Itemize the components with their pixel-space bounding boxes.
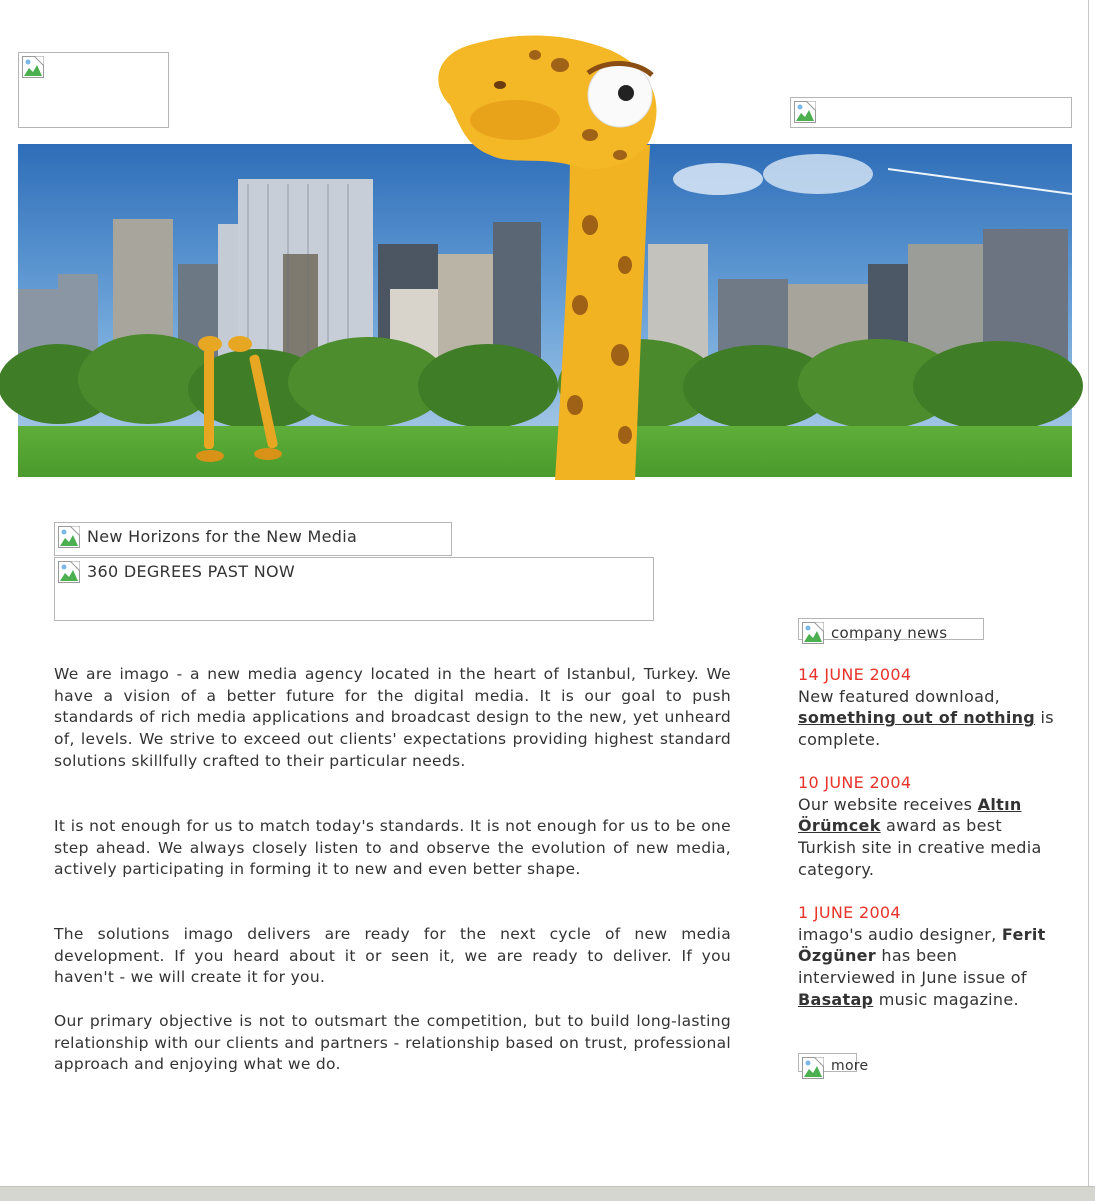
giraffe-mascot-image — [420, 25, 700, 480]
news-date: 14 JUNE 2004 — [798, 665, 912, 684]
news-link-magazine[interactable]: Basatap — [798, 989, 874, 1009]
news-date: 1 JUNE 2004 — [798, 903, 901, 922]
subtitle-image — [54, 557, 654, 621]
news-item — [798, 772, 1058, 881]
company-news-header-image — [798, 618, 984, 640]
top-right-image[interactable] — [790, 97, 1072, 128]
tagline-alt-text: New Horizons for the New Media — [87, 527, 358, 546]
news-item — [798, 902, 1058, 1011]
broken-image-icon — [794, 101, 816, 123]
news-link-award[interactable]: Altın Örümcek — [798, 794, 1022, 836]
intro-paragraph-2: It is not enough for us to match today's standards. It is not enough for us to be one step ahead. We always closely listen to and observe the evolution of new media, actively participating in forming it to new and even better shape. — [54, 817, 731, 879]
news-link-download[interactable]: something out of nothing — [798, 708, 1036, 728]
status-bar — [0, 1186, 1095, 1201]
intro-paragraph-1: We are imago - a new media agency located in the heart of Istanbul, Turkey. We have a vision of a better future for the digital media. It is our goal to push standards of rich media applications and broadcast design to the new, yet unheard of, levels. We strive to exceed out clients' expectations providing highest standard solutions skillfully crafted to their particular needs. — [54, 665, 731, 770]
broken-image-icon — [58, 526, 80, 548]
intro-paragraph-3: The solutions imago delivers are ready for the next cycle of new media development. If you heard about it or seen it, we are ready to deliver. If you haven't - we will create it for you. — [54, 925, 731, 987]
logo-image[interactable] — [18, 52, 169, 128]
news-text: Our website receives Altın Örümcek award as best Turkish site in creative media category. — [798, 794, 1042, 879]
news-text: New featured download, something out of nothing is complete. — [798, 686, 1054, 750]
company-news-alt-text: company news — [831, 624, 948, 642]
more-alt-text: more — [831, 1058, 869, 1074]
more-news-image[interactable] — [798, 1053, 869, 1074]
broken-image-icon — [802, 622, 824, 644]
news-text: imago's audio designer, Ferit Özgüner has been interviewed in June issue of Basatap music magazine. — [798, 924, 1046, 1009]
news-date: 10 JUNE 2004 — [798, 773, 912, 792]
tagline-image — [54, 522, 452, 556]
intro-paragraph-4: Our primary objective is not to outsmart the competition, but to build long-lasting relationship with our clients and partners - relationship based on trust, professional approach and enjoying what we do. — [54, 1012, 731, 1074]
news-item — [798, 664, 1058, 751]
broken-image-icon — [802, 1057, 824, 1079]
vertical-scrollbar[interactable] — [1088, 0, 1096, 1186]
subtitle-alt-text: 360 DEGREES PAST NOW — [87, 562, 295, 581]
broken-image-icon — [22, 56, 44, 78]
broken-image-icon — [58, 561, 80, 583]
designer-name: Ferit Özgüner — [798, 924, 1046, 966]
